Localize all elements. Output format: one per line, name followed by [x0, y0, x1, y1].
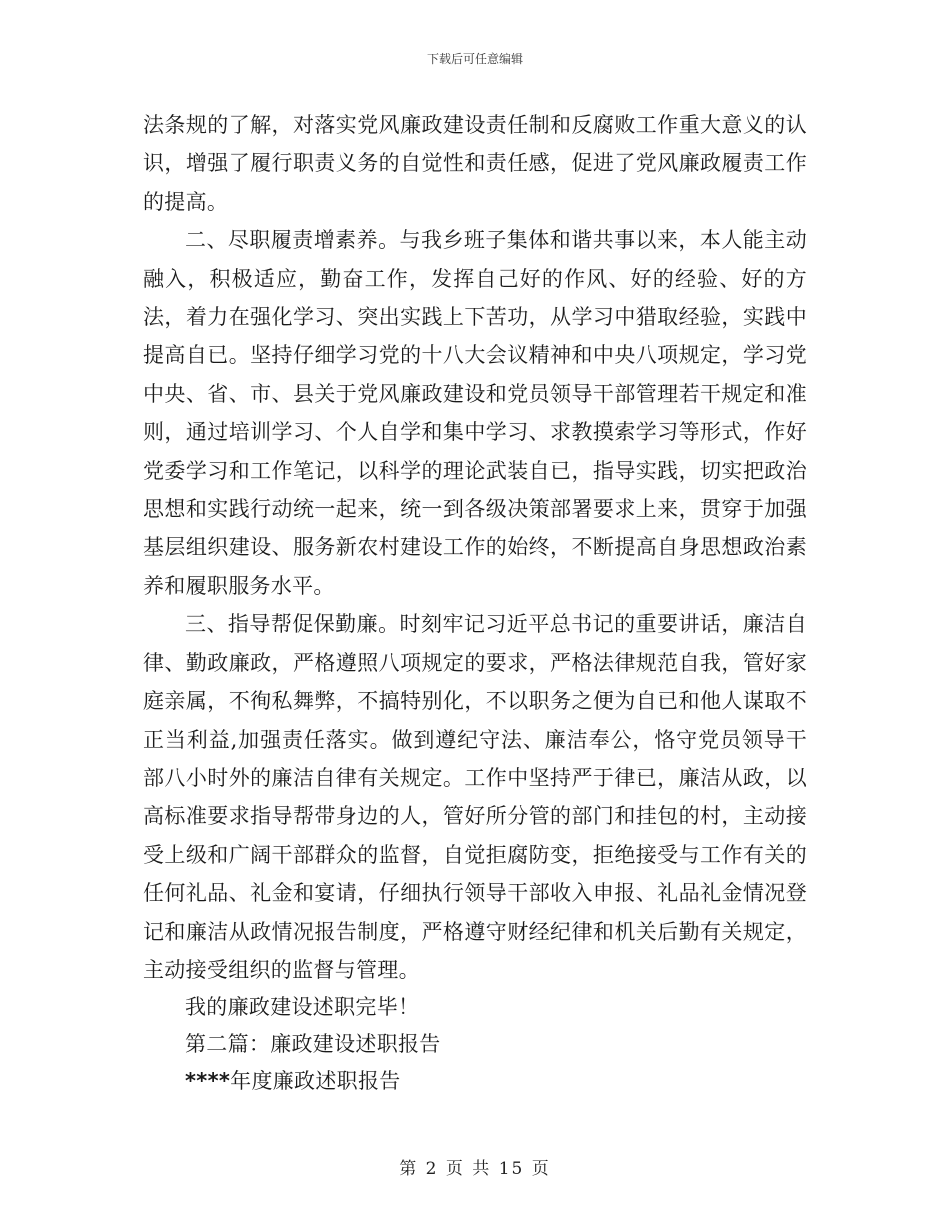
section-title: 第二篇：廉政建设述职报告: [185, 1032, 441, 1057]
paragraph-section-three: 三、指导帮促保勤廉。时刻牢记习近平总书记的重要讲话，廉洁自律、勤政廉政，严格遵照八项规定的要求，严格法律规范自我，管好家庭亲属，不徇私舞弊，不搞特别化，不以职务之便为自已和他人谋取不正当利益,加强责任落实。做到遵纪守法、廉洁奉公，恪守党员领导干部八小时外的廉洁自律有关规定。工作中坚持严于律已，廉洁从政，以高标准要求指导帮带身边的人，管好所分管的部门和挂包的村，主动接受上级和广阔干部群众的监督，自觉拒腐防变，拒绝接受与工作有关的任何礼品、礼金和宴请，仔细执行领导干部收入申报、礼品礼金情况登记和廉洁从政情况报告制度，严格遵守财经纪律和机关后勤有关规定，主动接受组织的监督与管理。: [143, 612, 807, 982]
report-title: [143, 1063, 807, 1100]
report-title-stars: ****: [185, 1069, 231, 1094]
page-header: 下载后可任意编辑: [426, 52, 523, 66]
page-number-footer: 第 2 页 共 15 页: [399, 1159, 551, 1179]
document-body: [143, 106, 807, 1100]
closing-line: 我的廉政建设述职完毕！: [185, 995, 420, 1020]
paragraph-continued: 法条规的了解，对落实党风廉政建设责任制和反腐败工作重大意义的认识，增强了履行职责义务的自觉性和责任感，促进了党风廉政履责工作的提高。: [143, 113, 807, 214]
paragraph-section-two: 二、尽职履责增素养。与我乡班子集体和谐共事以来，本人能主动融入，积极适应，勤奋工作，发挥自己好的作风、好的经验、好的方法，着力在强化学习、突出实践上下苦功，从学习中猎取经验，实践中提高自已。坚持仔细学习党的十八大会议精神和中央八项规定，学习党中央、省、市、县关于党风廉政建设和党员领导干部管理若干规定和准则，通过培训学习、个人自学和集中学习、求教摸索学习等形式，作好党委学习和工作笔记，以科学的理论武装自已，指导实践，切实把政治思想和实践行动统一起来，统一到各级决策部署要求上来，贯穿于加强基层组织建设、服务新农村建设工作的始终，不断提高自身思想政治素养和履职服务水平。: [143, 228, 807, 598]
report-title-text: 年度廉政述职报告: [230, 1069, 401, 1094]
